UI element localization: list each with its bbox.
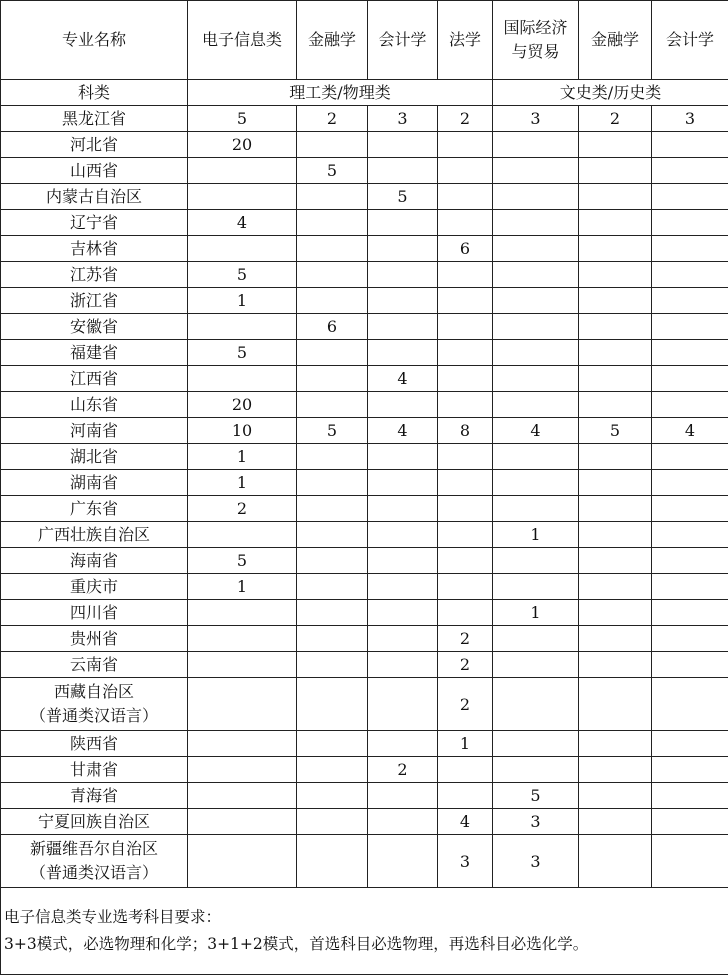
quota-cell	[297, 392, 368, 418]
quota-cell	[579, 158, 652, 184]
province-cell: 福建省	[1, 340, 188, 366]
table-row	[1, 340, 728, 366]
quota-cell: 4	[438, 809, 493, 835]
quota-cell	[188, 809, 297, 835]
province-cell: 黑龙江省	[1, 106, 188, 132]
quota-cell	[493, 236, 579, 262]
quota-cell	[493, 444, 579, 470]
table-row	[1, 757, 728, 783]
quota-cell	[579, 184, 652, 210]
quota-cell	[438, 600, 493, 626]
quota-cell	[579, 392, 652, 418]
quota-cell	[297, 210, 368, 236]
quota-cell	[652, 392, 728, 418]
quota-cell	[493, 132, 579, 158]
quota-cell	[579, 600, 652, 626]
quota-cell: 2	[438, 678, 493, 731]
quota-cell	[579, 522, 652, 548]
quota-cell	[579, 496, 652, 522]
quota-cell	[652, 236, 728, 262]
quota-cell: 5	[297, 418, 368, 444]
quota-cell: 1	[188, 574, 297, 600]
quota-cell	[438, 262, 493, 288]
quota-cell	[493, 366, 579, 392]
quota-cell	[368, 548, 438, 574]
province-cell: 云南省	[1, 652, 188, 678]
quota-cell	[493, 496, 579, 522]
province-cell: 安徽省	[1, 314, 188, 340]
quota-cell	[297, 340, 368, 366]
table-row	[1, 600, 728, 626]
quota-cell	[368, 132, 438, 158]
quota-cell: 5	[188, 340, 297, 366]
quota-cell	[368, 731, 438, 757]
quota-cell	[652, 132, 728, 158]
province-name: 新疆维吾尔自治区	[1, 837, 187, 861]
quota-cell	[493, 574, 579, 600]
quota-cell	[438, 444, 493, 470]
quota-cell: 5	[579, 418, 652, 444]
quota-cell	[579, 652, 652, 678]
quota-cell	[368, 314, 438, 340]
province-cell: 青海省	[1, 783, 188, 809]
quota-cell	[368, 158, 438, 184]
quota-cell	[652, 210, 728, 236]
quota-cell: 1	[188, 288, 297, 314]
province-note: （普通类汉语言）	[1, 861, 187, 885]
province-cell: 山西省	[1, 158, 188, 184]
quota-cell	[579, 288, 652, 314]
quota-cell	[652, 158, 728, 184]
quota-cell	[297, 652, 368, 678]
quota-cell	[579, 210, 652, 236]
table-row	[1, 835, 728, 888]
quota-cell: 4	[368, 366, 438, 392]
quota-cell	[297, 236, 368, 262]
table-row	[1, 184, 728, 210]
quota-cell	[652, 731, 728, 757]
quota-cell	[188, 184, 297, 210]
province-cell: 四川省	[1, 600, 188, 626]
quota-cell: 4	[188, 210, 297, 236]
quota-cell: 2	[188, 496, 297, 522]
province-cell: 辽宁省	[1, 210, 188, 236]
quota-cell	[368, 678, 438, 731]
quota-cell	[297, 132, 368, 158]
quota-cell	[368, 626, 438, 652]
table-row	[1, 158, 728, 184]
table-row	[1, 809, 728, 835]
quota-cell	[297, 678, 368, 731]
province-cell: 江西省	[1, 366, 188, 392]
quota-cell: 20	[188, 132, 297, 158]
quota-cell: 3	[493, 106, 579, 132]
quota-cell: 10	[188, 418, 297, 444]
quota-cell: 1	[188, 444, 297, 470]
quota-cell	[493, 470, 579, 496]
table-row	[1, 392, 728, 418]
quota-cell	[188, 314, 297, 340]
quota-cell: 5	[297, 158, 368, 184]
quota-cell	[652, 288, 728, 314]
quota-cell: 3	[493, 835, 579, 888]
quota-cell	[297, 366, 368, 392]
province-cell: 广东省	[1, 496, 188, 522]
quota-cell	[297, 470, 368, 496]
quota-cell	[579, 340, 652, 366]
quota-cell: 4	[652, 418, 728, 444]
province-note: （普通类汉语言）	[1, 704, 187, 728]
quota-cell	[297, 731, 368, 757]
province-cell: 江苏省	[1, 262, 188, 288]
quota-cell	[493, 652, 579, 678]
quota-cell	[579, 236, 652, 262]
quota-cell	[188, 600, 297, 626]
quota-cell: 3	[438, 835, 493, 888]
quota-cell	[493, 314, 579, 340]
province-cell: 河北省	[1, 132, 188, 158]
quota-cell	[493, 678, 579, 731]
quota-cell	[438, 366, 493, 392]
table-row	[1, 366, 728, 392]
quota-cell	[652, 366, 728, 392]
quota-cell	[188, 522, 297, 548]
quota-cell	[579, 574, 652, 600]
province-cell: 宁夏回族自治区	[1, 809, 188, 835]
quota-cell: 6	[297, 314, 368, 340]
quota-cell	[493, 392, 579, 418]
quota-cell	[493, 340, 579, 366]
quota-cell	[652, 340, 728, 366]
quota-cell	[652, 314, 728, 340]
major-header-accounting-science: 会计学	[368, 1, 438, 80]
quota-cell: 1	[438, 731, 493, 757]
quota-cell	[493, 210, 579, 236]
note-line2: 3+3模式，必选物理和化学；3+1+2模式，首选科目必选物理，再选科目必选化学。	[4, 931, 726, 958]
quota-cell: 5	[188, 262, 297, 288]
quota-cell	[368, 600, 438, 626]
quota-cell	[438, 184, 493, 210]
province-name: 西藏自治区	[1, 680, 187, 704]
quota-cell	[188, 652, 297, 678]
quota-cell	[652, 809, 728, 835]
table-row	[1, 678, 728, 731]
quota-cell	[652, 783, 728, 809]
major-header-intl-trade	[493, 1, 579, 80]
quota-cell	[297, 522, 368, 548]
quota-cell	[493, 757, 579, 783]
province-cell: 海南省	[1, 548, 188, 574]
quota-cell	[438, 158, 493, 184]
quota-cell	[297, 496, 368, 522]
quota-cell	[368, 288, 438, 314]
quota-cell	[297, 574, 368, 600]
province-cell: 湖北省	[1, 444, 188, 470]
quota-cell: 5	[188, 106, 297, 132]
quota-cell	[368, 210, 438, 236]
quota-cell	[297, 444, 368, 470]
province-cell: 吉林省	[1, 236, 188, 262]
table-row	[1, 652, 728, 678]
note-line1: 电子信息类专业选考科目要求：	[4, 904, 726, 931]
quota-cell	[438, 288, 493, 314]
quota-cell	[297, 626, 368, 652]
quota-cell	[368, 262, 438, 288]
province-cell	[1, 678, 188, 731]
quota-cell	[652, 522, 728, 548]
table-row	[1, 236, 728, 262]
quota-cell: 6	[438, 236, 493, 262]
quota-cell	[368, 236, 438, 262]
quota-cell	[493, 626, 579, 652]
major-header-accounting-arts: 会计学	[652, 1, 728, 80]
quota-cell	[188, 835, 297, 888]
table-row	[1, 132, 728, 158]
quota-cell	[297, 262, 368, 288]
quota-cell: 2	[297, 106, 368, 132]
quota-cell	[438, 132, 493, 158]
quota-cell	[368, 444, 438, 470]
quota-cell	[438, 340, 493, 366]
quota-cell: 5	[368, 184, 438, 210]
table-row	[1, 522, 728, 548]
quota-cell	[188, 158, 297, 184]
quota-cell	[188, 731, 297, 757]
science-group-header: 理工类/物理类	[188, 80, 493, 106]
quota-cell: 2	[438, 626, 493, 652]
quota-cell	[368, 835, 438, 888]
quota-cell	[297, 288, 368, 314]
quota-cell	[368, 522, 438, 548]
table-row	[1, 496, 728, 522]
arts-group-header: 文史类/历史类	[493, 80, 728, 106]
quota-cell	[368, 392, 438, 418]
quota-cell	[579, 132, 652, 158]
quota-cell	[368, 783, 438, 809]
quota-cell	[493, 548, 579, 574]
province-cell: 广西壮族自治区	[1, 522, 188, 548]
quota-cell	[579, 731, 652, 757]
province-cell	[1, 835, 188, 888]
quota-cell	[652, 678, 728, 731]
quota-cell	[297, 809, 368, 835]
table-row	[1, 418, 728, 444]
subject-requirement-note	[1, 888, 728, 975]
table-row	[1, 210, 728, 236]
quota-cell	[652, 757, 728, 783]
quota-cell	[188, 366, 297, 392]
province-cell: 陕西省	[1, 731, 188, 757]
quota-cell: 4	[493, 418, 579, 444]
quota-cell	[652, 600, 728, 626]
quota-cell	[493, 158, 579, 184]
corner-header-cell: 专业名称	[1, 1, 188, 80]
province-cell: 浙江省	[1, 288, 188, 314]
table-row	[1, 731, 728, 757]
major-header-law: 法学	[438, 1, 493, 80]
province-cell: 湖南省	[1, 470, 188, 496]
major-header-finance-arts: 金融学	[579, 1, 652, 80]
quota-cell: 1	[188, 470, 297, 496]
quota-cell	[188, 626, 297, 652]
quota-cell	[438, 548, 493, 574]
quota-cell	[652, 496, 728, 522]
province-cell: 甘肃省	[1, 757, 188, 783]
quota-cell	[652, 835, 728, 888]
quota-cell	[188, 236, 297, 262]
quota-cell	[438, 210, 493, 236]
quota-cell	[493, 731, 579, 757]
subject-category-row	[1, 80, 728, 106]
quota-cell	[652, 574, 728, 600]
province-cell: 重庆市	[1, 574, 188, 600]
quota-cell: 1	[493, 522, 579, 548]
quota-cell	[652, 626, 728, 652]
table-row	[1, 314, 728, 340]
quota-cell	[493, 184, 579, 210]
quota-cell	[579, 548, 652, 574]
table-row	[1, 106, 728, 132]
quota-cell	[579, 626, 652, 652]
quota-cell	[438, 392, 493, 418]
quota-cell	[297, 783, 368, 809]
table-row	[1, 288, 728, 314]
quota-cell	[438, 314, 493, 340]
table-row	[1, 574, 728, 600]
quota-cell: 2	[579, 106, 652, 132]
major-header-row	[1, 1, 728, 80]
quota-cell	[188, 783, 297, 809]
quota-cell: 3	[652, 106, 728, 132]
quota-cell	[579, 678, 652, 731]
quota-cell	[368, 809, 438, 835]
quota-cell: 2	[368, 757, 438, 783]
quota-cell	[297, 184, 368, 210]
quota-cell	[579, 314, 652, 340]
note-row	[1, 888, 728, 975]
quota-cell	[438, 757, 493, 783]
quota-cell	[368, 340, 438, 366]
quota-cell	[438, 783, 493, 809]
province-cell: 河南省	[1, 418, 188, 444]
quota-cell: 3	[493, 809, 579, 835]
intl-trade-line-2: 与贸易	[493, 40, 578, 64]
quota-cell	[579, 783, 652, 809]
quota-cell	[579, 757, 652, 783]
table-row	[1, 548, 728, 574]
major-header-finance-science: 金融学	[297, 1, 368, 80]
major-header-electronic-info: 电子信息类	[188, 1, 297, 80]
quota-cell: 20	[188, 392, 297, 418]
quota-cell	[438, 470, 493, 496]
table-row	[1, 470, 728, 496]
quota-cell	[652, 262, 728, 288]
quota-cell	[188, 678, 297, 731]
quota-cell	[579, 470, 652, 496]
quota-cell: 4	[368, 418, 438, 444]
province-cell: 内蒙古自治区	[1, 184, 188, 210]
quota-cell	[579, 262, 652, 288]
quota-cell	[297, 757, 368, 783]
province-cell: 贵州省	[1, 626, 188, 652]
intl-trade-line-1: 国际经济	[493, 16, 578, 40]
quota-cell	[579, 835, 652, 888]
quota-cell: 1	[493, 600, 579, 626]
quota-cell: 5	[188, 548, 297, 574]
quota-cell	[438, 574, 493, 600]
subject-category-label: 科类	[1, 80, 188, 106]
quota-cell	[368, 574, 438, 600]
quota-cell	[438, 496, 493, 522]
quota-cell: 3	[368, 106, 438, 132]
quota-cell: 5	[493, 783, 579, 809]
quota-cell	[368, 652, 438, 678]
quota-cell	[652, 184, 728, 210]
table-row	[1, 262, 728, 288]
quota-cell	[493, 288, 579, 314]
quota-cell	[297, 835, 368, 888]
quota-cell	[652, 548, 728, 574]
quota-cell	[438, 522, 493, 548]
quota-cell	[297, 548, 368, 574]
quota-cell	[368, 470, 438, 496]
quota-cell	[579, 809, 652, 835]
quota-cell	[493, 262, 579, 288]
quota-cell	[579, 444, 652, 470]
quota-cell	[297, 600, 368, 626]
quota-cell	[368, 496, 438, 522]
province-cell: 山东省	[1, 392, 188, 418]
quota-cell	[652, 444, 728, 470]
quota-cell	[188, 757, 297, 783]
table-row	[1, 444, 728, 470]
quota-cell: 2	[438, 106, 493, 132]
quota-cell	[652, 652, 728, 678]
quota-cell: 2	[438, 652, 493, 678]
quota-cell: 8	[438, 418, 493, 444]
table-row	[1, 783, 728, 809]
table-row	[1, 626, 728, 652]
quota-cell	[652, 470, 728, 496]
quota-cell	[579, 366, 652, 392]
